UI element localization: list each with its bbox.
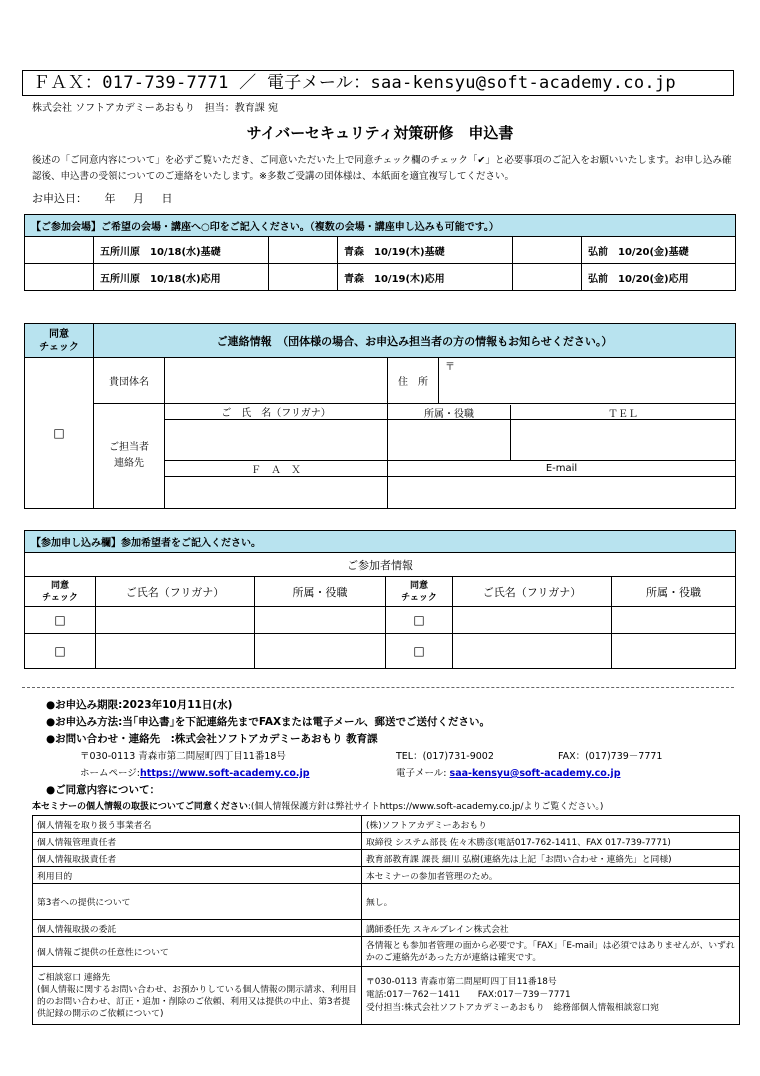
privacy-value: 無し。 <box>362 884 740 920</box>
company-fax: FAX：(017)739－7771 <box>558 751 663 762</box>
privacy-label: ご相談窓口 連絡先 (個人情報に関するお問い合わせ、お預かりしている個人情報の開示請求、利用目的のお問い合わせ、訂正・追加・削除のご依頼、利用又は提供の中止、第3者提供記録の開示のご依頼について) <box>33 967 362 1025</box>
privacy-label: 個人情報取扱の委託 <box>33 920 362 937</box>
email-label: 電子メール: <box>396 768 447 779</box>
submission-method: ●お申込み方法:当｢申込書｣を下記連絡先までFAXまたは電子メール、郵送でご送付ください。 <box>46 716 490 728</box>
privacy-value: 取締役 システム部長 佐々木勝彦(電話017-762-1411、FAX 017-739-7771) <box>362 833 740 850</box>
dept-label: 所属・役職 <box>388 405 511 419</box>
privacy-label: 個人情報ご提供の任意性について <box>33 937 362 967</box>
contact-table <box>24 323 736 509</box>
homepage-label: ホームページ: <box>80 768 141 779</box>
tel-label: ＴＥＬ <box>608 408 638 420</box>
participant-name-input[interactable] <box>96 634 255 669</box>
consent-title: ●ご同意内容について： <box>46 784 160 796</box>
participant-name-input[interactable] <box>96 607 255 634</box>
participant-consent-checkbox[interactable]: □ <box>25 607 96 634</box>
participant-consent-checkbox[interactable]: □ <box>386 634 453 669</box>
recipient-line: 株式会社 ソフトアカデミーあおもり 担当：教育課 宛 <box>32 103 278 114</box>
email-input[interactable] <box>388 477 736 509</box>
dept-input[interactable] <box>388 420 511 460</box>
privacy-label: 利用目的 <box>33 867 362 884</box>
email-link[interactable]: saa-kensyu@soft-academy.co.jp <box>449 768 621 779</box>
venue-mark-cell[interactable] <box>25 264 94 291</box>
participant-dept-input[interactable] <box>255 634 386 669</box>
venue-table <box>24 214 736 291</box>
consent-note <box>32 799 603 812</box>
email-label: E-mail <box>388 461 736 477</box>
participant-dept-input[interactable] <box>255 607 386 634</box>
dept-label: 所属・役職 <box>612 577 736 607</box>
company-address: 〒030-0113 青森市第二問屋町四丁目11番18号 <box>80 751 286 762</box>
name-label: ご 氏 名（フリガナ） <box>165 404 388 420</box>
venue-mark-cell[interactable] <box>269 264 338 291</box>
consent-note-rest: :(個人情報保護方針は弊社サイトhttps://www.soft-academy.co.jp/よりご覧ください。) <box>247 802 604 812</box>
tel-input[interactable] <box>511 420 735 460</box>
venue-mark-cell[interactable] <box>513 237 582 264</box>
intro-text: 後述の「ご同意内容について」を必ずご覧いただき、ご同意いただいた上で同意チェック欄のチェック「✔」と必要事項のご記入をお願いいたします。お申し込み確認後、申込書の受領についてのご連絡をいたします。※多数ご受講の団体様は、本紙面を適宜複写してください。 <box>32 155 732 182</box>
privacy-value: 〒030-0113 青森市第二問屋町四丁目11番18号 電話:017－762－1411 FAX:017－739－7771 受付担当:株式会社ソフトアカデミーあおもり 総務部個人情報相談窓口宛 <box>362 967 740 1025</box>
privacy-label: 個人情報取扱責任者 <box>33 850 362 867</box>
consent-header: 同意 チェック <box>25 577 96 607</box>
participant-dept-input[interactable] <box>612 634 736 669</box>
venue-mark-cell[interactable] <box>269 237 338 264</box>
participant-consent-checkbox[interactable]: □ <box>25 634 96 669</box>
fax-label: Ｆ Ａ Ｘ <box>165 461 388 477</box>
privacy-label: 個人情報を取り扱う事業者名 <box>33 816 362 833</box>
privacy-value: 教育部教育課 課長 細川 弘樹(連絡先は上記「お問い合わせ・連絡先」と同様) <box>362 850 740 867</box>
company-tel: TEL：(017)731-9002 <box>396 751 494 762</box>
venue-option: 青森 10/19(木)基礎 <box>338 237 513 264</box>
privacy-table <box>32 815 740 1025</box>
person-label: ご担当者 連絡先 <box>94 404 165 509</box>
address-input[interactable] <box>439 358 736 404</box>
privacy-value: (株)ソフトアカデミーあおもり <box>362 816 740 833</box>
page-title: サイバーセキュリティ対策研修 申込書 <box>246 124 514 142</box>
org-input[interactable] <box>165 358 388 404</box>
deadline: ●お申込み期限:2023年10月11日(水) <box>46 699 233 711</box>
application-date: お申込日： 年 月 日 <box>32 192 173 205</box>
contact-header: ご連絡情報 （団体様の場合、お申込み担当者の方の情報もお知らせください。） <box>94 324 736 358</box>
org-label: 貴団体名 <box>94 358 165 404</box>
consent-checkbox[interactable]: □ <box>25 358 94 509</box>
consent-note-bold: 本セミナーの個人情報の取扱についてご同意ください <box>32 802 248 812</box>
fax-email-header: ＦＡＸ：017-739-7771 ／ 電子メール：saa-kensyu@soft-academy.co.jp <box>22 70 734 96</box>
venue-option: 五所川原 10/18(水)応用 <box>94 264 269 291</box>
participant-dept-input[interactable] <box>612 607 736 634</box>
consent-header: 同意 チェック <box>25 324 94 358</box>
venue-option: 五所川原 10/18(水)基礎 <box>94 237 269 264</box>
privacy-value: 講師委任先 スキルブレイン株式会社 <box>362 920 740 937</box>
venue-mark-cell[interactable] <box>513 264 582 291</box>
privacy-label: 第3者への提供について <box>33 884 362 920</box>
postal-mark: 〒 <box>445 362 456 373</box>
participant-consent-checkbox[interactable]: □ <box>386 607 453 634</box>
name-label: ご氏名（フリガナ） <box>453 577 612 607</box>
privacy-value: 本セミナーの参加者管理のため。 <box>362 867 740 884</box>
contact-email <box>396 765 621 779</box>
venue-option: 青森 10/19(木)応用 <box>338 264 513 291</box>
name-label: ご氏名（フリガナ） <box>96 577 255 607</box>
privacy-value: 各情報とも参加者管理の面から必要です。「FAX」「E-mail」は必須ではありませんが、いずれかのご連絡先があった方が連絡は確実です。 <box>362 937 740 967</box>
homepage <box>80 765 310 779</box>
contact-title: ●お問い合わせ・連絡先 :株式会社ソフトアカデミーあおもり 教育課 <box>46 733 378 745</box>
dept-label: 所属・役職 <box>255 577 386 607</box>
privacy-label: 個人情報管理責任者 <box>33 833 362 850</box>
venue-header: 【ご参加会場】ご希望の会場・講座へ○印をご記入ください。（複数の会場・講座申し込みも可能です。） <box>25 215 736 237</box>
fax-input[interactable] <box>165 477 388 509</box>
name-input[interactable] <box>165 420 388 461</box>
participant-name-input[interactable] <box>453 634 612 669</box>
participant-name-input[interactable] <box>453 607 612 634</box>
address-label: 住 所 <box>388 358 439 404</box>
dashed-divider <box>22 687 734 688</box>
venue-mark-cell[interactable] <box>25 237 94 264</box>
consent-header: 同意 チェック <box>386 577 453 607</box>
participants-header: 【参加申し込み欄】参加希望者をご記入ください。 <box>25 531 736 553</box>
participants-table <box>24 530 736 669</box>
participants-subheader: ご参加者情報 <box>25 553 736 577</box>
venue-option: 弘前 10/20(金)基礎 <box>582 237 736 264</box>
venue-option: 弘前 10/20(金)応用 <box>582 264 736 291</box>
homepage-link[interactable]: https://www.soft-academy.co.jp <box>140 768 310 779</box>
